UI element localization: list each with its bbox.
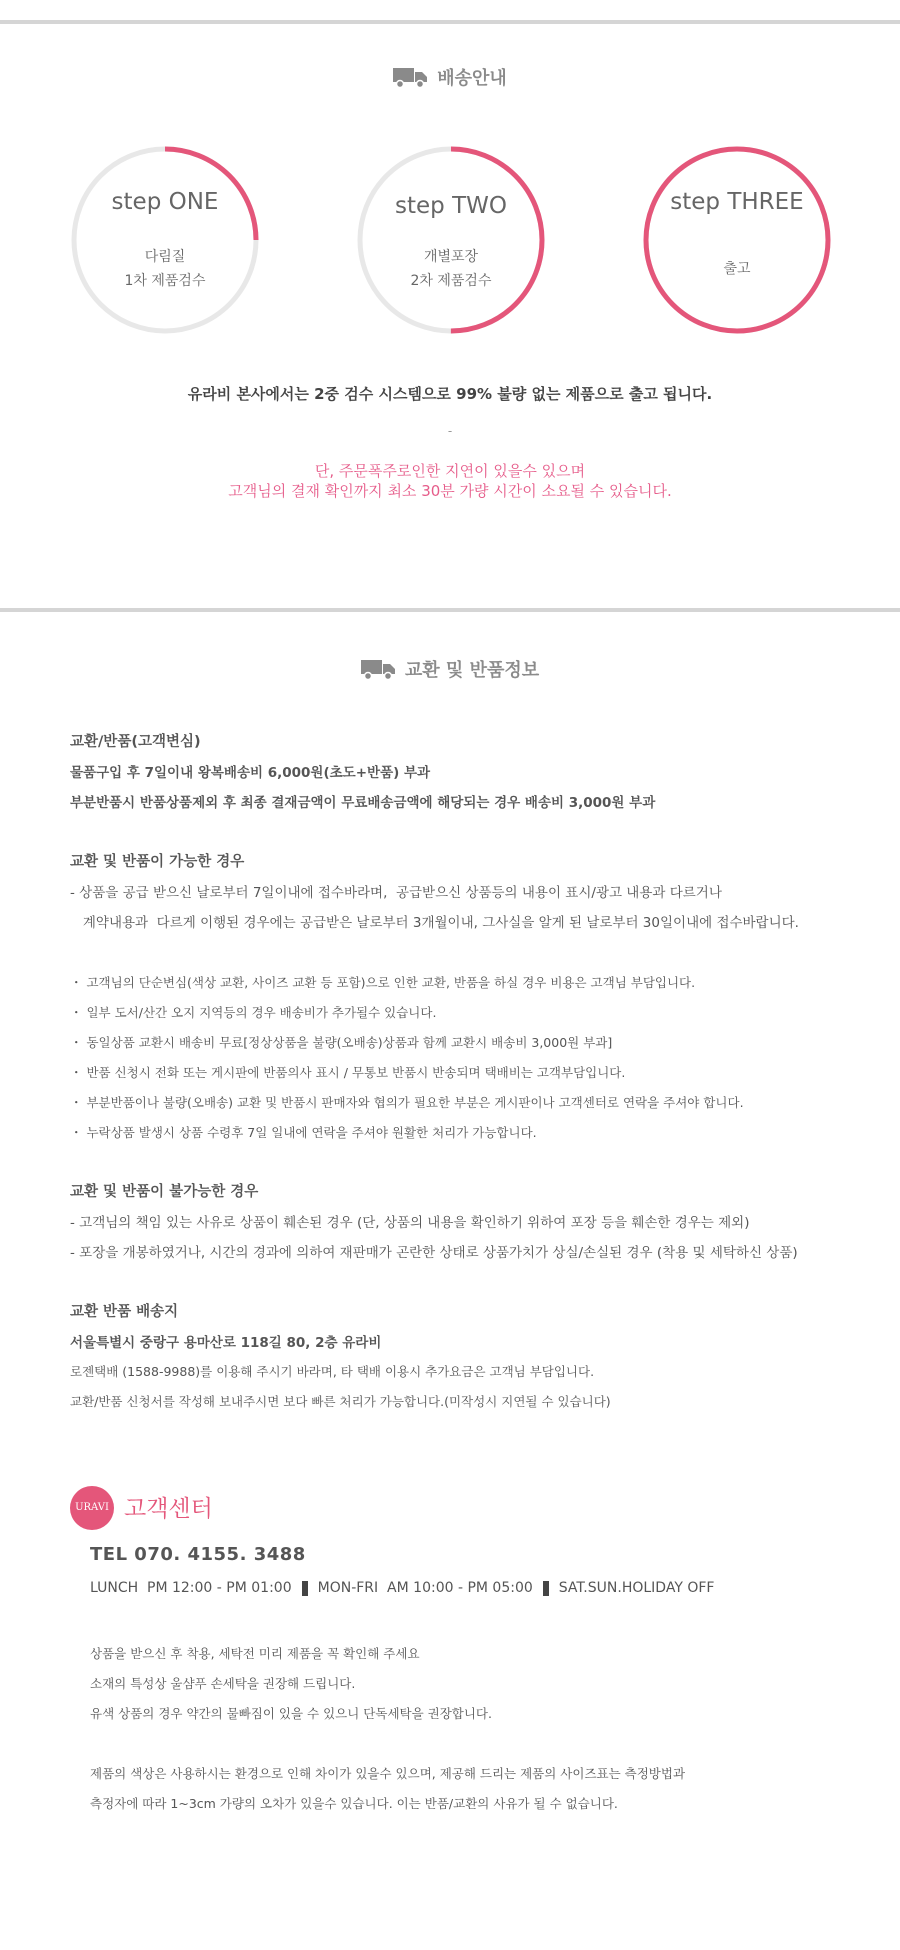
- hours-weekday: MON-FRI AM 10:00 - PM 05:00: [317, 1580, 533, 1596]
- impossible-heading: 교환 및 반품이 불가능한 경우: [70, 1184, 259, 1200]
- step-two-line-1: 개별포장: [423, 249, 479, 265]
- impossible-line-2: - 포장을 개봉하였거나, 시간의 경과에 의하여 재판매가 곤란한 상태로 상품가치가 상실/손실된 경우 (착용 및 세탁하신 상품): [70, 1245, 798, 1261]
- return-address-line-1: 로젠택배 (1588-9988)를 이용해 주시기 바라며, 타 택배 이용시 추가요금은 고객님 부담입니다.: [70, 1364, 595, 1379]
- shipping-section-title: [0, 64, 900, 90]
- return-address-line-2: 교환/반품 신청서를 작성해 보내주시면 보다 빠른 처리가 가능합니다.(미작성시 지연될 수 있습니다): [70, 1394, 611, 1409]
- hours-separator: [543, 1581, 549, 1596]
- policy-bullet: ・ 누락상품 발생시 상품 수령후 7일 일내에 연락을 주셔야 원활한 처리가 가능합니다.: [70, 1125, 537, 1140]
- exchange-section-title: [0, 656, 900, 682]
- truck-icon: [393, 66, 427, 88]
- shipping-notice-1: 단, 주문폭주로인한 지연이 있을수 있으며: [314, 462, 586, 480]
- hours-holiday: SAT.SUN.HOLIDAY OFF: [558, 1580, 715, 1596]
- policy-bullet: ・ 동일상품 교환시 배송비 무료[정상상품을 불량(오배송)상품과 함께 교환시 배송비 3,000원 부과]: [70, 1035, 613, 1050]
- shipping-main-message: 유라비 본사에서는 2중 검수 시스템으로 99% 불량 없는 제품으로 출고 됩니다.: [187, 385, 713, 403]
- care-line: 유색 상품의 경우 약간의 물빠짐이 있을 수 있으니 단독세탁을 권장합니다.: [90, 1706, 492, 1721]
- step-two-label: step TWO: [395, 193, 507, 219]
- care-line: 상품을 받으신 후 착용, 세탁전 미리 제품을 꼭 확인해 주세요: [90, 1646, 420, 1661]
- step-three-label: step THREE: [670, 189, 804, 215]
- telephone-number: TEL 070. 4155. 3488: [90, 1544, 306, 1565]
- truck-icon: [361, 658, 395, 680]
- policy-bullet: ・ 부분반품이나 불량(오배송) 교환 및 반품시 판매자와 협의가 필요한 부분은 게시판이나 고객센터로 연락을 주셔야 합니다.: [70, 1095, 744, 1110]
- step-three-line-1: 출고: [723, 261, 751, 277]
- step-one-line-1: 다림질: [144, 249, 186, 265]
- middle-divider: [0, 608, 900, 612]
- shipping-title: 배송안내: [437, 68, 507, 89]
- possible-line-2: 계약내용과 다르게 이행된 경우에는 공급받은 날로부터 3개월이내, 그사실을 알게 된 날로부터 30일이내에 접수바랍니다.: [70, 915, 799, 931]
- change-of-mind-heading: 교환/반품(고객변심): [70, 734, 201, 750]
- step-one-label: step ONE: [111, 189, 219, 215]
- return-address-heading: 교환 반품 배송지: [70, 1304, 179, 1320]
- shipping-separator: -: [447, 424, 453, 438]
- shipping-notice-2: 고객님의 결재 확인까지 최소 30분 가량 시간이 소요될 수 있습니다.: [228, 482, 672, 500]
- top-divider: [0, 20, 900, 24]
- policy-bullet: ・ 일부 도서/산간 오지 지역등의 경우 배송비가 추가될수 있습니다.: [70, 1005, 437, 1020]
- policy-bullet: ・ 반품 신청시 전화 또는 게시판에 반품의사 표시 / 무통보 반품시 반송되며 택배비는 고객부담입니다.: [70, 1065, 626, 1080]
- care-line: 소재의 특성상 울샴푸 손세탁을 권장해 드립니다.: [90, 1676, 356, 1691]
- step-two-line-2: 2차 제품검수: [410, 273, 492, 289]
- note-line: 제품의 색상은 사용하시는 환경으로 인해 차이가 있을수 있으며, 제공해 드리는 제품의 사이즈표는 측정방법과: [90, 1766, 686, 1781]
- hours-lunch: LUNCH PM 12:00 - PM 01:00: [90, 1580, 292, 1596]
- business-hours: [90, 1580, 714, 1596]
- step-one-circle: [70, 145, 260, 335]
- impossible-line-1: - 고객님의 책임 있는 사유로 상품이 훼손된 경우 (단, 상품의 내용을 확인하기 위하여 포장 등을 훼손한 경우는 제외): [70, 1215, 750, 1231]
- policy-bullet: ・ 고객님의 단순변심(색상 교환, 사이즈 교환 등 포함)으로 인한 교환, 반품을 하실 경우 비용은 고객님 부담입니다.: [70, 975, 696, 990]
- possible-line-1: - 상품을 공급 받으신 날로부터 7일이내에 접수바라며, 공급받으신 상품등의 내용이 표시/광고 내용과 다르거나: [70, 885, 722, 901]
- change-of-mind-line-1: 물품구입 후 7일이내 왕복배송비 6,000원(초도+반품) 부과: [70, 765, 431, 781]
- change-of-mind-line-2: 부분반품시 반품상품제외 후 최종 결재금액이 무료배송금액에 해당되는 경우 배송비 3,000원 부과: [70, 795, 656, 811]
- exchange-title: 교환 및 반품정보: [404, 660, 540, 681]
- customer-center-title: 고객센터: [124, 1496, 213, 1522]
- step-two-circle: [356, 145, 546, 335]
- step-one-line-2: 1차 제품검수: [124, 273, 206, 289]
- note-line: 측정자에 따라 1~3cm 가량의 오차가 있을수 있습니다. 이는 반품/교환의 사유가 될 수 없습니다.: [90, 1796, 618, 1811]
- return-address: 서울특별시 중랑구 용마산로 118길 80, 2층 유라비: [70, 1335, 382, 1351]
- hours-separator: [302, 1581, 308, 1596]
- possible-heading: 교환 및 반품이 가능한 경우: [70, 854, 245, 870]
- step-three-circle: [642, 145, 832, 335]
- uravi-logo: URAVI: [70, 1486, 114, 1530]
